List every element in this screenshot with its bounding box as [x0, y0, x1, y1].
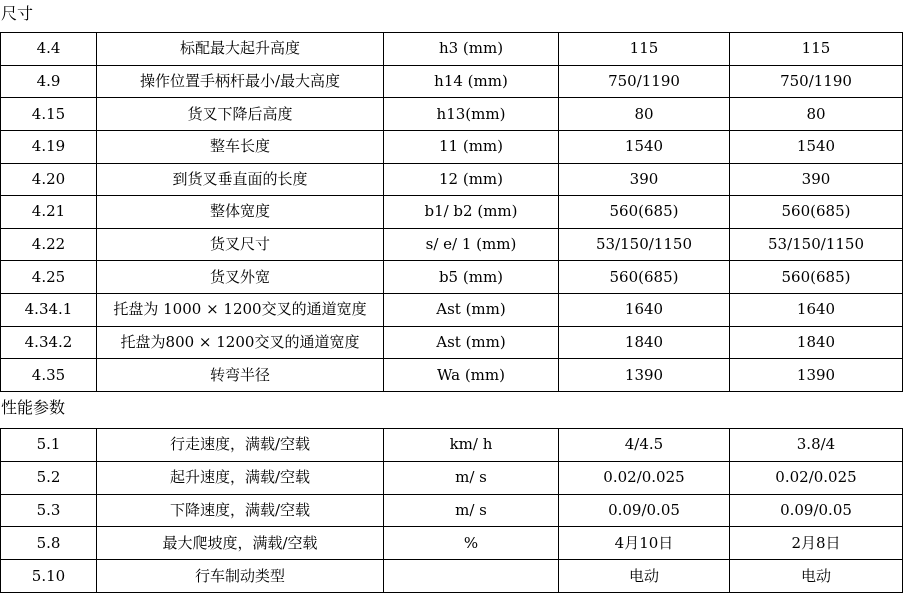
table-row [1, 33, 903, 66]
row-no-cell: 4.19 [1, 130, 97, 163]
value1-cell: 1840 [559, 326, 730, 359]
unit-cell: % [384, 527, 559, 560]
unit-cell: Ast (mm) [384, 326, 559, 359]
value1-cell: 53/150/1150 [559, 228, 730, 261]
row-no-cell: 4.22 [1, 228, 97, 261]
unit-cell [384, 560, 559, 593]
row-no-cell: 4.9 [1, 65, 97, 98]
table-row [1, 560, 903, 593]
value1-cell: 1540 [559, 130, 730, 163]
spec-name-cell: 操作位置手柄杆最小/最大高度 [97, 65, 384, 98]
row-no-cell: 4.15 [1, 98, 97, 131]
row-no-cell: 4.34.2 [1, 326, 97, 359]
row-no-cell: 5.1 [1, 429, 97, 462]
table-row [1, 326, 903, 359]
row-no-cell: 4.25 [1, 261, 97, 294]
table-row [1, 98, 903, 131]
section-title-performance: 性能参数 [1, 398, 66, 417]
spec-name-cell: 起升速度，满载/空载 [97, 461, 384, 494]
spec-name-cell: 转弯半径 [97, 359, 384, 392]
table-row [1, 163, 903, 196]
spec-name-cell: 整车长度 [97, 130, 384, 163]
value1-cell: 0.02/0.025 [559, 461, 730, 494]
table-row [1, 429, 903, 462]
section-title-dimensions: 尺寸 [1, 4, 34, 23]
spec-name-cell: 最大爬坡度，满载/空载 [97, 527, 384, 560]
value2-cell: 0.02/0.025 [730, 461, 903, 494]
table-row [1, 461, 903, 494]
spec-name-cell: 货叉尺寸 [97, 228, 384, 261]
row-no-cell: 5.2 [1, 461, 97, 494]
table-row [1, 359, 903, 392]
unit-cell: 12 (mm) [384, 163, 559, 196]
unit-cell: b5 (mm) [384, 261, 559, 294]
unit-cell: Ast (mm) [384, 294, 559, 327]
value1-cell: 4月10日 [559, 527, 730, 560]
value1-cell: 1390 [559, 359, 730, 392]
table-row [1, 228, 903, 261]
value1-cell: 560(685) [559, 261, 730, 294]
table-row [1, 196, 903, 229]
unit-cell: h13(mm) [384, 98, 559, 131]
spec-name-cell: 到货叉垂直面的长度 [97, 163, 384, 196]
table-row [1, 65, 903, 98]
unit-cell: b1/ b2 (mm) [384, 196, 559, 229]
unit-cell: h14 (mm) [384, 65, 559, 98]
spec-name-cell: 行车制动类型 [97, 560, 384, 593]
value1-cell: 390 [559, 163, 730, 196]
value1-cell: 电动 [559, 560, 730, 593]
spec-name-cell: 托盘为800 × 1200交叉的通道宽度 [97, 326, 384, 359]
row-no-cell: 4.34.1 [1, 294, 97, 327]
spec-name-cell: 货叉下降后高度 [97, 98, 384, 131]
spec-name-cell: 整体宽度 [97, 196, 384, 229]
value1-cell: 1640 [559, 294, 730, 327]
value1-cell: 115 [559, 33, 730, 66]
spec-table-dimensions [0, 32, 903, 392]
row-no-cell: 4.20 [1, 163, 97, 196]
value1-cell: 4/4.5 [559, 429, 730, 462]
value2-cell: 0.09/0.05 [730, 494, 903, 527]
table-row [1, 294, 903, 327]
value1-cell: 80 [559, 98, 730, 131]
unit-cell: h3 (mm) [384, 33, 559, 66]
row-no-cell: 4.4 [1, 33, 97, 66]
value2-cell: 1540 [730, 130, 903, 163]
value1-cell: 560(685) [559, 196, 730, 229]
value2-cell: 3.8/4 [730, 429, 903, 462]
value2-cell: 750/1190 [730, 65, 903, 98]
spec-name-cell: 货叉外宽 [97, 261, 384, 294]
value2-cell: 2月8日 [730, 527, 903, 560]
unit-cell: m/ s [384, 461, 559, 494]
value1-cell: 0.09/0.05 [559, 494, 730, 527]
unit-cell: 11 (mm) [384, 130, 559, 163]
value2-cell: 390 [730, 163, 903, 196]
table-row [1, 527, 903, 560]
value1-cell: 750/1190 [559, 65, 730, 98]
value2-cell: 1840 [730, 326, 903, 359]
row-no-cell: 4.21 [1, 196, 97, 229]
spec-name-cell: 行走速度，满载/空载 [97, 429, 384, 462]
row-no-cell: 5.10 [1, 560, 97, 593]
row-no-cell: 5.3 [1, 494, 97, 527]
unit-cell: Wa (mm) [384, 359, 559, 392]
row-no-cell: 5.8 [1, 527, 97, 560]
row-no-cell: 4.35 [1, 359, 97, 392]
table-row [1, 494, 903, 527]
value2-cell: 560(685) [730, 261, 903, 294]
value2-cell: 1640 [730, 294, 903, 327]
spec-table-performance [0, 428, 903, 593]
unit-cell: km/ h [384, 429, 559, 462]
value2-cell: 53/150/1150 [730, 228, 903, 261]
spec-name-cell: 下降速度，满载/空载 [97, 494, 384, 527]
spec-name-cell: 标配最大起升高度 [97, 33, 384, 66]
value2-cell: 80 [730, 98, 903, 131]
value2-cell: 560(685) [730, 196, 903, 229]
table-row [1, 261, 903, 294]
value2-cell: 电动 [730, 560, 903, 593]
unit-cell: s/ e/ 1 (mm) [384, 228, 559, 261]
table-row [1, 130, 903, 163]
value2-cell: 115 [730, 33, 903, 66]
unit-cell: m/ s [384, 494, 559, 527]
value2-cell: 1390 [730, 359, 903, 392]
spec-name-cell: 托盘为 1000 × 1200交叉的通道宽度 [97, 294, 384, 327]
